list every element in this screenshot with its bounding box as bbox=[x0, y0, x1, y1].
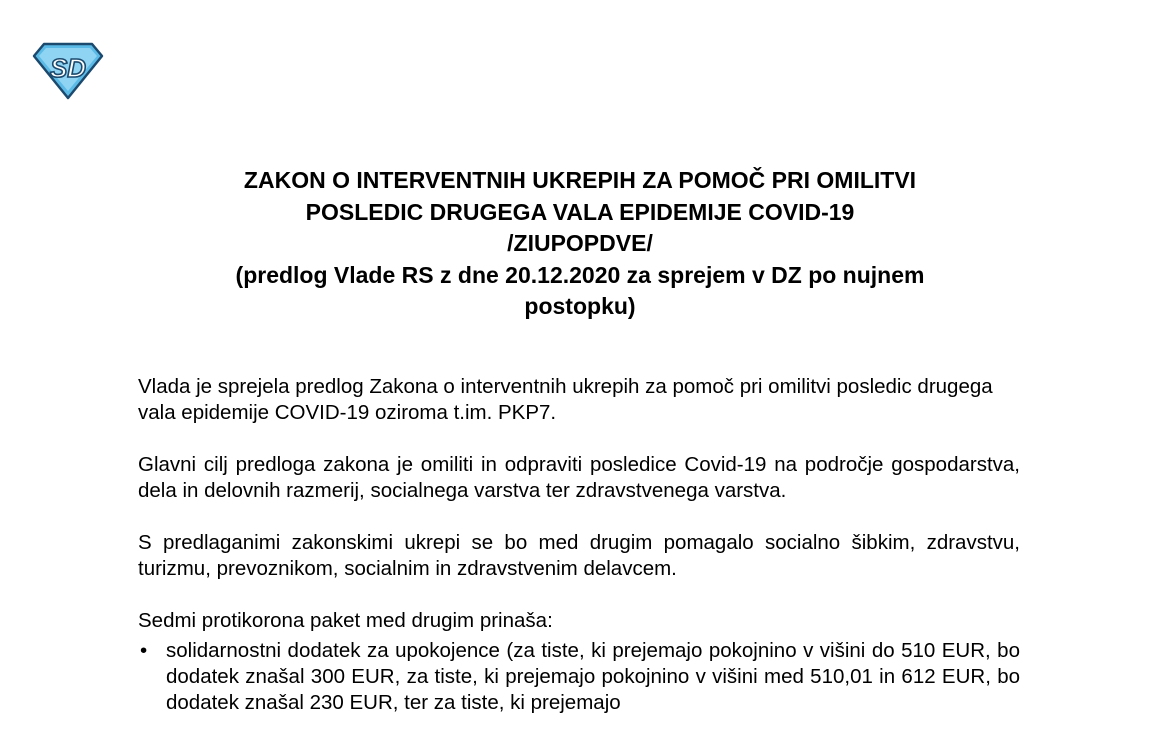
title-line-5: postopku) bbox=[524, 293, 636, 319]
bullet-list bbox=[138, 638, 1020, 716]
title-line-2: POSLEDIC DRUGEGA VALA EPIDEMIJE COVID-19 bbox=[305, 198, 855, 225]
title-line-4: (predlog Vlade RS z dne 20.12.2020 za sprejem v DZ po nujnem bbox=[235, 261, 925, 288]
document-title bbox=[140, 165, 1020, 323]
list-item-text: solidarnostni dodatek za upokojence (za tiste, ki prejemajo pokojnino v višini do 510 EUR, bo dodatek znašal 300 EUR, za tiste, ki prejemajo pokojnino v višini med 510,01 in 612 EUR, bo dodatek znašal 230 EUR, ter za tiste, ki prejemajo bbox=[166, 639, 1020, 714]
sd-diamond-logo-icon bbox=[32, 42, 104, 100]
sd-logo bbox=[32, 42, 104, 100]
title-line-1: ZAKON O INTERVENTNIH UKREPIH ZA POMOČ PRI OMILITVI bbox=[243, 167, 917, 193]
title-line-3: /ZIUPOPDVE/ bbox=[507, 230, 653, 256]
document-body bbox=[138, 374, 1020, 716]
list-item bbox=[138, 638, 1020, 716]
paragraph-intro: Vlada je sprejela predlog Zakona o interventnih ukrepih za pomoč pri omilitvi posledic drugega vala epidemije COVID-19 oziroma t.im. PKP7. bbox=[138, 375, 993, 424]
paragraph-list-intro: Sedmi protikorona paket med drugim prinaša: bbox=[138, 609, 553, 632]
paragraph-measures: S predlaganimi zakonskimi ukrepi se bo med drugim pomagalo socialno šibkim, zdravstvu, turizmu, prevoznikom, socialnim in zdravstvenim delavcem. bbox=[138, 531, 1020, 580]
sd-logo-text: SD bbox=[49, 53, 87, 83]
paragraph-goal: Glavni cilj predloga zakona je omiliti in odpraviti posledice Covid-19 na področje gospodarstva, dela in delovnih razmerij, socialnega varstva ter zdravstvenega varstva. bbox=[138, 453, 1020, 502]
bullet-icon: • bbox=[140, 639, 148, 662]
